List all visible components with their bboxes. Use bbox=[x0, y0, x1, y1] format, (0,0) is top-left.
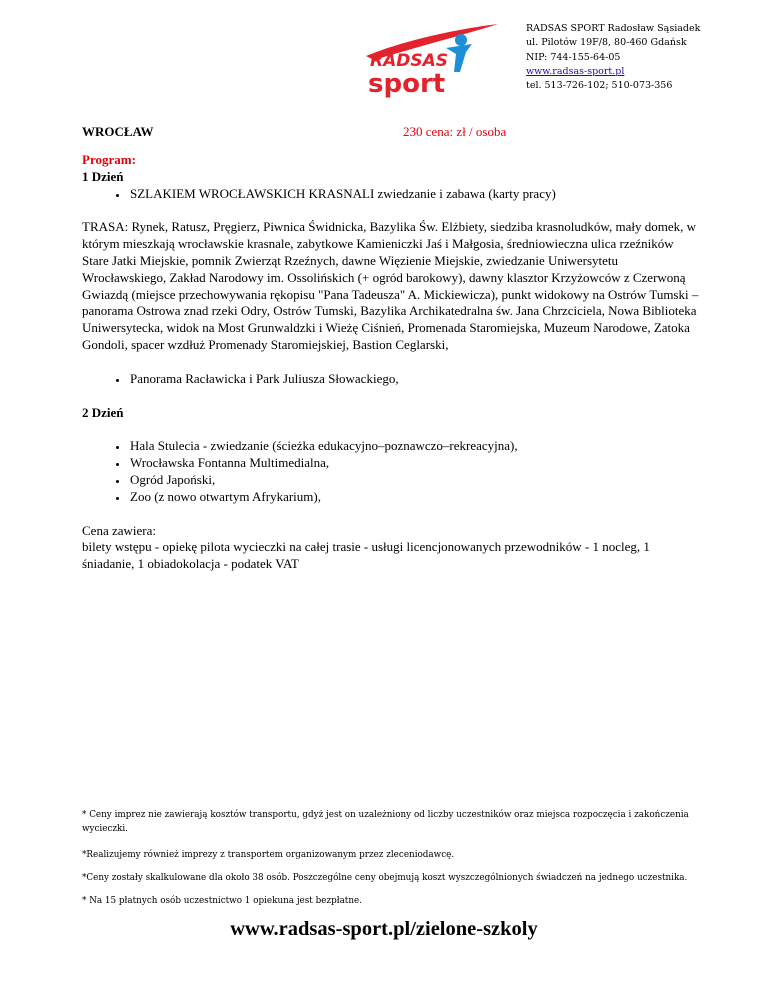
footer-url[interactable]: www.radsas-sport.pl/zielone-szkoly bbox=[230, 918, 538, 940]
day1-highlight-list bbox=[82, 186, 702, 203]
list-item: • Panorama Racławicka i Park Juliusza Słowackiego, bbox=[128, 371, 702, 388]
day2-list bbox=[82, 438, 702, 505]
program-content bbox=[82, 152, 702, 573]
company-phone: tel. 513-726-102; 510-073-356 bbox=[526, 80, 673, 92]
list-item: • Ogród Japoński, bbox=[128, 472, 702, 489]
company-address: ul. Pilotów 19F/8, 80-460 Gdańsk bbox=[526, 37, 687, 49]
footnote-transport: * Ceny imprez nie zawierają kosztów transportu, gdyż jest on uzależniony od liczby uczestników oraz miejsca rozpoczęcia i zakończenia wycieczki. bbox=[82, 810, 689, 834]
price-label: 230 cena: zł / osoba bbox=[403, 124, 507, 139]
footnote-guardian: * Na 15 płatnych osób uczestnictwo 1 opiekuna jest bezpłatne. bbox=[82, 896, 363, 906]
list-item: • Zoo (z nowo otwartym Afrykarium), bbox=[128, 489, 702, 506]
program-heading: Program: bbox=[82, 152, 136, 167]
footnote-client-transport: *Realizujemy również imprezy z transportem organizowanym przez zleceniodawcę. bbox=[82, 850, 455, 860]
list-item: • Hala Stulecia - zwiedzanie (ścieżka edukacyjno–poznawczo–rekreacyjna), bbox=[128, 438, 702, 455]
list-item: • Wrocławska Fontanna Multimedialna, bbox=[128, 455, 702, 472]
day1-route: TRASA: Rynek, Ratusz, Pręgierz, Piwnica Świdnicka, Bazylika Św. Elżbiety, siedziba krasnoludków, mały domek, w którym mieszkają wrocławskie krasnale, zabytkowe Kamieniczki Jaś i Małgosia, średniowieczna ulica rzeźników Stare Jatki Miejskie, pomnik Zwierząt Rzeźnych, dawne Więzienie Miejskie, zwiedzanie Uniwersytetu Wrocławskiego, Zakład Narodowy im. Ossolińskich (+ ogród barokowy), dawny klasztor Krzyżowców z Czerwoną Gwiazdą (miejsce przechowywania rękopisu "Pana Tadeusza" A. Mickiewicza), punkt widokowy na Ostrów Tumski – panorama Ostrowa znad rzeki Odry, Ostrów Tumski, Bazylika Archikatedralna św. Jana Chrzciciela, Nowa Biblioteka Uniwersytecka, widok na Most Grunwaldzki i Wieżę Ciśnień, Promenada Staromiejska, Muzeum Narodowe, Zatoka Gondoli, spacer wzdłuż Promenady Staromiejskiej, Bastion Ceglarski, bbox=[82, 219, 699, 352]
city-title: WROCŁAW bbox=[82, 124, 154, 139]
radsas-sport-logo bbox=[360, 22, 500, 102]
company-info bbox=[526, 22, 756, 93]
company-website-link[interactable]: www.radsas-sport.pl bbox=[526, 65, 625, 77]
price-includes-text: bilety wstępu - opiekę pilota wycieczki na całej trasie - usługi licencjonowanych przewodników - 1 nocleg, 1 śniadanie, 1 obiadokolacja - podatek VAT bbox=[82, 539, 650, 572]
company-nip: NIP: 744-155-64-05 bbox=[526, 51, 621, 63]
list-item: • SZLAKIEM WROCŁAWSKICH KRASNALI zwiedzanie i zabawa (karty pracy) bbox=[128, 186, 702, 203]
footnote-pricing: *Ceny zostały skalkulowane dla około 38 osób. Poszczególne ceny obejmują koszt wyszczególnionych świadczeń na jednego uczestnika. bbox=[82, 873, 688, 883]
day2-title: 2 Dzień bbox=[82, 404, 124, 420]
svg-text:sport: sport bbox=[368, 69, 446, 99]
day1-title: 1 Dzień bbox=[82, 168, 124, 184]
day1-extra-list bbox=[82, 371, 702, 388]
svg-text:RADSAS: RADSAS bbox=[370, 51, 449, 71]
company-name: RADSAS SPORT Radosław Sąsiadek bbox=[526, 23, 701, 34]
price-includes-label: Cena zawiera: bbox=[82, 522, 156, 538]
